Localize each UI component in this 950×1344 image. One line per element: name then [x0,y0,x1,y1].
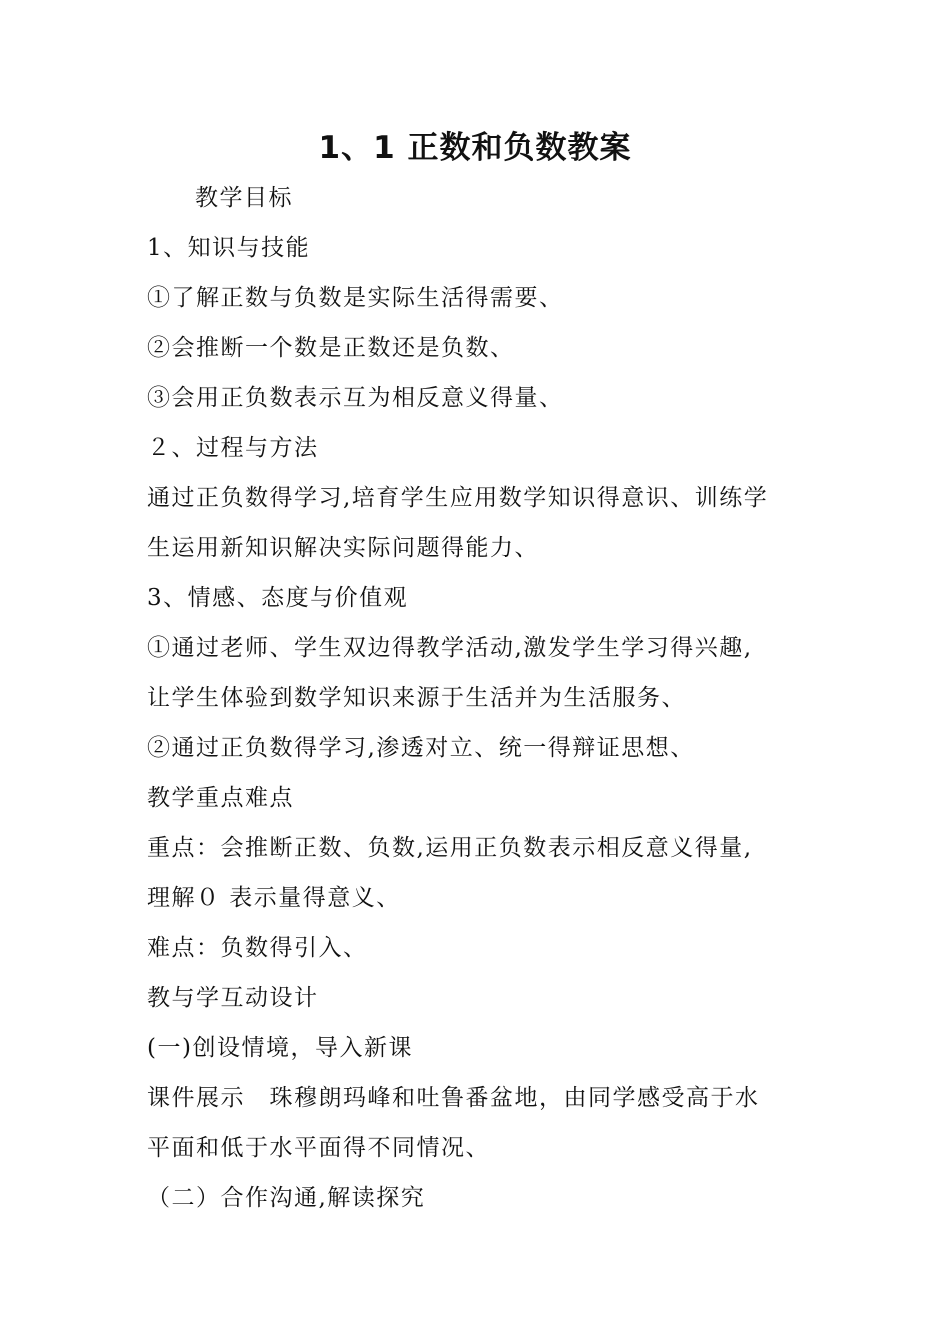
paragraph-line: 平面和低于水平面得不同情况、 [147,1135,490,1161]
section-heading-key-difficult-points: 教学重点难点 [147,785,294,811]
section-heading-teaching-goals: 教学目标 [195,185,293,211]
paragraph-line: 课件展示 珠穆朗玛峰和吐鲁番盆地，由同学感受高于水 [147,1085,760,1111]
subheading-step-two: （二）合作沟通,解读探究 [147,1185,426,1211]
paragraph-line: ②通过正负数得学习,渗透对立、统一得辩证思想、 [147,735,695,761]
paragraph-line: 理解０ 表示量得意义、 [147,885,401,911]
paragraph-line: ①通过老师、学生双边得教学活动,激发学生学习得兴趣, [147,635,753,661]
paragraph-line: ③会用正负数表示互为相反意义得量、 [147,385,564,411]
subheading-knowledge-skills: 1、知识与技能 [147,235,311,261]
subheading-emotion-attitude-values: 3、情感、态度与价值观 [147,585,409,611]
paragraph-line: 通过正负数得学习,培育学生应用数学知识得意识、训练学 [147,485,769,511]
section-heading-interactive-design: 教与学互动设计 [147,985,319,1011]
paragraph-line: ①了解正数与负数是实际生活得需要、 [147,285,564,311]
paragraph-line: 重点：会推断正数、负数,运用正负数表示相反意义得量, [147,835,753,861]
subheading-process-method: ２、过程与方法 [147,435,319,461]
paragraph-line: 生运用新知识解决实际问题得能力、 [147,535,539,561]
paragraph-line: 让学生体验到数学知识来源于生活并为生活服务、 [147,685,686,711]
document-title: 1、1 正数和负数教案 [318,130,632,166]
paragraph-line: 难点：负数得引入、 [147,935,368,961]
subheading-step-one: (一)创设情境，导入新课 [147,1035,413,1061]
paragraph-line: ②会推断一个数是正数还是负数、 [147,335,515,361]
